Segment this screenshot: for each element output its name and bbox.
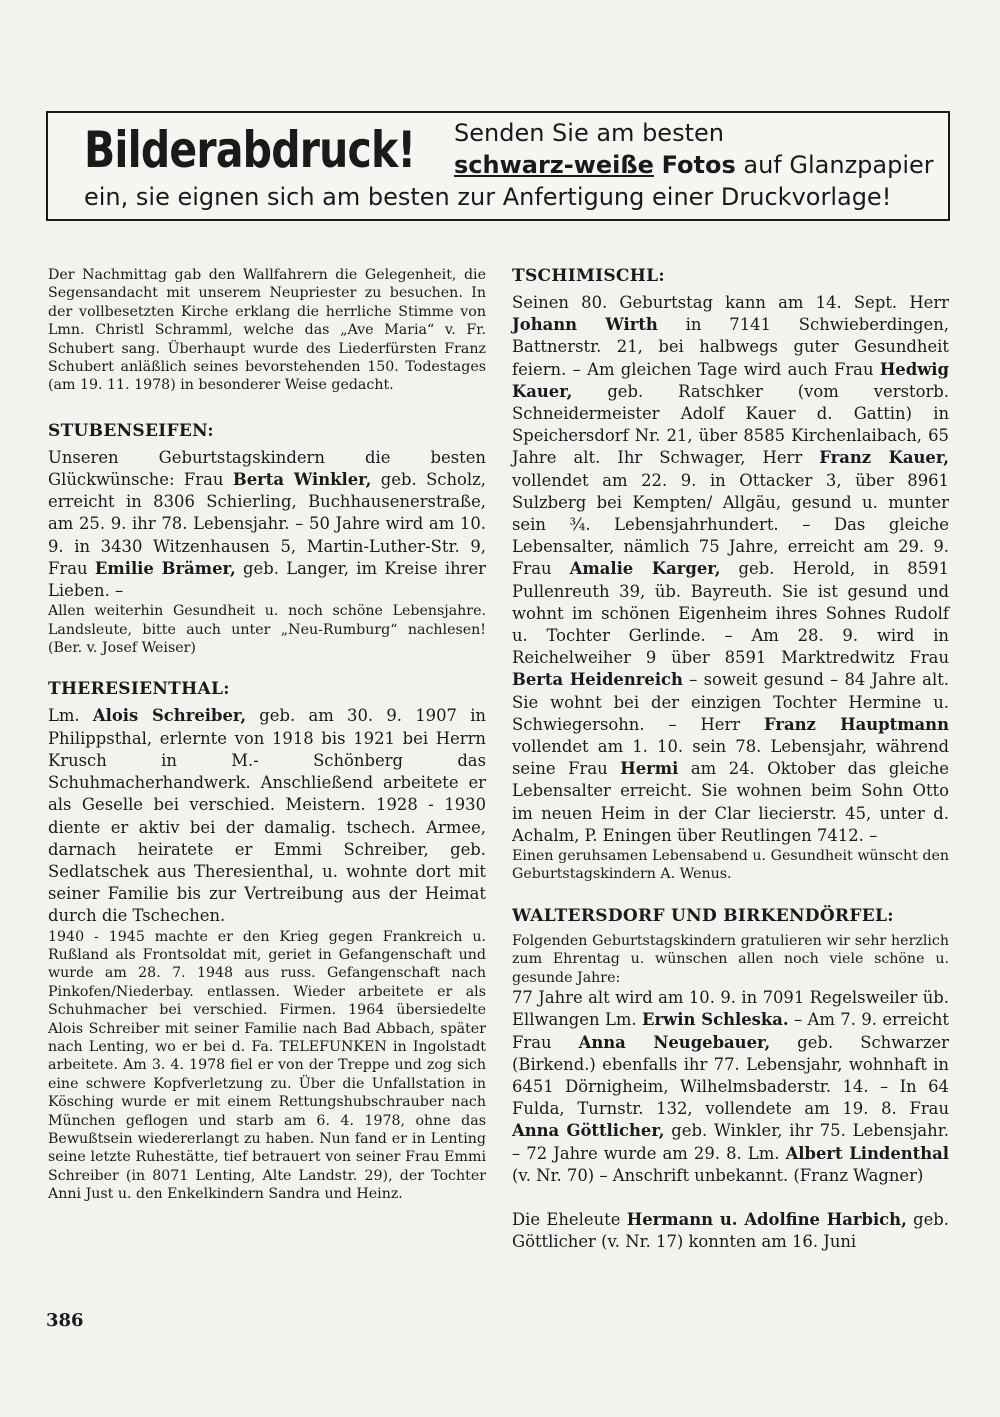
page-number: 386	[46, 1310, 84, 1331]
person-name: Berta Winkler,	[232, 470, 372, 490]
notice-title: Bilderabdruck!	[84, 121, 416, 179]
waltersdorf-intro: Folgenden Geburtstagskindern gratulieren wir sehr herzlich zum Ehrentag u. wünschen allen noch viele schöne u. gesunde Jahre:	[512, 932, 949, 986]
tschimischl-paragraph: Seinen 80. Geburtstag kann am 14. Sept. Herr Johann Wirth in 7141 Schwieberdingen, Battnerstr. 21, bei halbwegs guter Gesundheit feiern. – Am gleichen Tage wird auch Frau Hedwig Kauer, geb. Ratschker (vom verstorb. Schneidermeister Adolf Kauer d. Gattin) in Speichersdorf Nr. 21, über 8585 Kirchenlaibach, 65 Jahre alt. Ihr Schwager, Herr Franz Kauer, vollendet am 22. 9. in Ottacker 3, über 8961 Sulzberg bei Kempten/ Allgäu, gesund u. munter sein ¾. Lebensjahrhundert. – Das gleiche Lebensalter, nämlich 75 Jahre, erreicht am 29. 9. Frau Amalie Karger, geb. Herold, in 8591 Pullenreuth 39, üb. Bayreuth. Sie ist gesund und wohnt im schönen Eigenheim ihres Sohnes Rudolf u. Tochter Gerlinde. – Am 28. 9. wird in Reichelweiher 9 über 8591 Marktredwitz Frau Berta Heidenreich – soweit gesund – 84 Jahre alt. Sie wohnt bei der einzigen Tochter Hermine u. Schwiegersohn. – Herr Franz Hauptmann vollendet am 1. 10. sein 78. Lebensjahr, während seine Frau Hermi am 24. Oktober das gleiche Lebensalter erreicht. Sie wohnen beim Sohn Otto im neuen Heim in der Clar liecierstr. 45, unter d. Achalm, P. Eningen über Reutlingen 7412. –	[512, 293, 950, 845]
theresienthal-obituary: 1940 - 1945 machte er den Krieg gegen Frankreich u. Rußland als Frontsoldat mit, geriet in Gefangenschaft und wurde am 28. 7. 1948 aus russ. Gefangenschaft nach Pinkofen/Niederbay. entlassen. Wieder arbeitete er als Schuhmacher bei verschied. Firmen. 1964 übersiedelte Alois Schreiber mit seiner Familie nach Bad Abbach, später nach Lenting, wo er bei d. Fa. TELEFUNKEN in Ingolstadt arbeitete. Am 3. 4. 1978 fiel er von der Treppe und zog sich eine schwere Kopfverletzung zu. Über die Unfallstation in Kösching wurde er mit einem Rettungshubschrauber nach München geflogen und starb am 6. 4. 1978, ohne das Bewußtsein wiedererlangt zu haben. Nun fand er in Lenting seine letzte Ruhestätte, tief betrauert von seiner Frau Emmi Schreiber (in 8071 Lenting, Alte Landstr. 29), der Tochter Anni Just u. den Enkelkindern Sandra und Heinz.	[48, 928, 486, 1203]
person-name: Erwin Schleska.	[641, 1010, 789, 1030]
notice-underlined-term: schwarz-weiße	[454, 151, 654, 179]
tschimischl-closing: Einen geruhsamen Lebensabend u. Gesundheit wünscht den Geburtstagskindern A. Wenus.	[512, 848, 949, 883]
person-name: Anna Göttlicher,	[512, 1121, 665, 1141]
section-heading-theresienthal: THERESIENTHAL:	[48, 679, 230, 700]
section-heading-waltersdorf: WALTERSDORF UND BIRKENDÖRFEL:	[512, 905, 894, 926]
right-column	[512, 266, 949, 1253]
person-name: Amalie Karger,	[569, 559, 721, 579]
stubenseifen-closing: Allen weiterhin Gesundheit u. noch schöne Lebensjahre. Landsleute, bitte auch unter „Neu-Rumburg“ nachlesen! (Ber. v. Josef Weiser)	[48, 603, 486, 657]
theresienthal-paragraph: Lm. Alois Schreiber, geb. am 30. 9. 1907 in Philippsthal, erlernte von 1918 bis 1921 bei Herrn Krusch in M.- Schönberg das Schuhmacherhandwerk. Anschließend arbeitete er als Geselle bei verschied. Meistern. 1928 - 1930 diente er aktiv bei der damalig. tschech. Armee, darnach heiratete er Emmi Schreiber, geb. Sedlatschek aus Theresienthal, u. wohnte dort mit seiner Familie bis zur Vertreibung aus der Heimat durch die Tschechen.	[48, 706, 486, 926]
person-name: Hermann u. Adolfine Harbich,	[626, 1209, 907, 1229]
left-column	[48, 266, 486, 1204]
person-name: Emilie Brämer,	[94, 558, 236, 578]
notice-line-1: Senden Sie am besten	[454, 119, 724, 147]
person-name: Hermi	[620, 759, 679, 779]
person-name: Johann Wirth	[512, 315, 658, 335]
section-heading-tschimischl: TSCHIMISCHL:	[512, 266, 665, 286]
person-name: Albert Lindenthal	[785, 1143, 950, 1163]
waltersdorf-paragraph: 77 Jahre alt wird am 10. 9. in 7091 Regelsweiler üb. Ellwangen Lm. Erwin Schleska. – Am 7. 9. erreicht Frau Anna Neugebauer, geb. Schwarzer (Birkend.) ebenfalls ihr 77. Lebensjahr, wohnhaft in 6451 Dörnigheim, Wilhelmsbaderstr. 14. – In 64 Fulda, Turnstr. 132, vollendete am 19. 8. Frau Anna Göttlicher, geb. Winkler, ihr 75. Lebensjahr. – 72 Jahre wurde am 29. 8. Lm. Albert Lindenthal (v. Nr. 70) – Anschrift unbekannt. (Franz Wagner)	[512, 988, 950, 1185]
person-name: Franz Kauer,	[819, 448, 949, 468]
person-name: Franz Hauptmann	[763, 714, 949, 734]
photo-print-notice-box	[46, 111, 950, 221]
intro-paragraph: Der Nachmittag gab den Wallfahrern die Gelegenheit, die Segensandacht mit unserem Neupriester zu besuchen. In der vollbesetzten Kirche erklang die herrliche Stimme von Lmn. Christl Schramml, welche das „Ave Maria“ v. Fr. Schubert sang. Überhaupt wurde des Liederfürsten Franz Schubert anläßlich seines bevorstehenden 150. Todestages (am 19. 11. 1978) in besonderer Weise gedacht.	[48, 267, 486, 394]
section-heading-stubenseifen: STUBENSEIFEN:	[48, 420, 214, 441]
harbich-paragraph: Die Eheleute Hermann u. Adolfine Harbich, geb. Göttlicher (v. Nr. 17) konnten am 16. Juni	[512, 1209, 949, 1252]
notice-line-2	[454, 151, 934, 179]
notice-line-3: ein, sie eignen sich am besten zur Anfertigung einer Druckvorlage!	[84, 183, 892, 211]
notice-line-2-rest: auf Glanzpapier	[743, 151, 934, 179]
person-name: Hedwig Kauer,	[512, 359, 949, 401]
stubenseifen-paragraph: Unseren Geburtstagskindern die besten Glückwünsche: Frau Berta Winkler, geb. Scholz, erreicht in 8306 Schierling, Buchhausenerstraße, am 25. 9. ihr 78. Lebensjahr. – 50 Jahre wird am 10. 9. in 3430 Witzenhausen 5, Martin-Luther-Str. 9, Frau Emilie Brämer, geb. Langer, im Kreise ihrer Lieben. –	[48, 447, 486, 601]
person-name: Alois Schreiber,	[92, 706, 247, 726]
notice-bold-term: Fotos	[661, 151, 736, 179]
person-name: Berta Heidenreich	[512, 670, 683, 690]
person-name: Anna Neugebauer,	[578, 1032, 771, 1052]
